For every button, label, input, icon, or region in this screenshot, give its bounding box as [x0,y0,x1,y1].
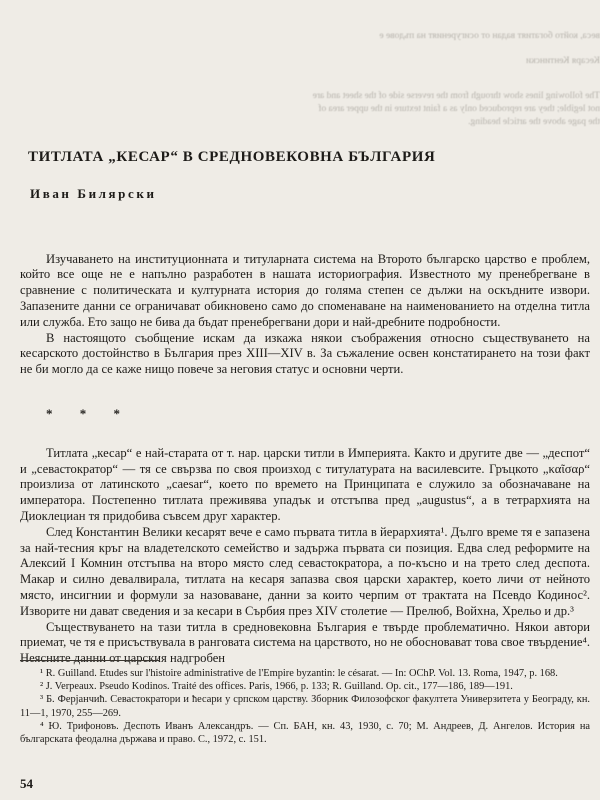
paragraph: В настоящото съобщение искам да изкажа някои съображения относно съществуването на кесарското достойнство в България през XIII—XIV в. За съжаление освен констатирането на този факт не би могло да се каже нищо повече за неговия статус и основни черти. [20,330,590,377]
bleed-line: not legible; they are reproduced only as a faint texture in the upper area of [318,104,600,114]
footnote-4: ⁴ Ю. Трифоновъ. Деспоть Иванъ Александръ. — Сп. БАН, кн. 43, 1930, с. 70; М. Андреев, Д. Ангелов. История на българската феодална държава и право. С., 1972, с. 151. [20,720,590,746]
introduction [20,252,590,378]
footnote-2: ² J. Verpeaux. Pseudo Kodinos. Traité des offices. Paris, 1966, p. 133; R. Guilland. Op. cit., 177—186, 189—191. [40,681,513,693]
footnote-1: ¹ R. Guilland. Etudes sur l'histoire administrative de l'Empire byzantin: le césarat. — In: OChP. Vol. 13. Roma, 1947, p. 168. [40,668,558,679]
bleed-through-text [0,0,600,140]
bleed-line: The following lines show through from the reverse side of the sheet and are [312,91,600,101]
footnotes [20,660,590,746]
bleed-line: веса, който богатият вадан от осигуреният на пъдове е [379,31,600,41]
bleed-line: the page above the article heading. [468,117,600,127]
footnote-divider [20,660,160,661]
paragraph: Изучаването на институционната и титуларната система на Второто българско царство е проблем, който все още не е напълно разработен в нашата историография. Известното му пренебрегване в сравнение с политическата и културната история до голяма степен се дължи на оскъдните извори. Запазените данни се ограничават обикновено само до споменаване на наименованието на отделна титла или служба. Ето защо не бива да бъдат пренебрегвани дори и най-дребните подробности. [20,251,590,329]
article [20,150,590,667]
page-number: 54 [20,776,33,791]
paragraph: Съществуването на тази титла в средновековна България е твърде проблематично. Някои автори приемат, че тя е присъствувала в ранговата система на царството, но не обосновават това свое твърдение⁴. Неясните данни от царския надгробен [20,619,590,666]
bleed-line: Кесаря Кентински [526,56,600,66]
paragraph: Титлата „кесар“ е най-старата от т. нар. царски титли в Империята. Както и другите две — „деспот“ и „севастократор“ — тя се свързва по своя произход с титулатурата на василевсите. Гръцкото „καῖσαρ“ произлиза от латинското „caesar“, което по времето на Принципата е служило за обозначаване на императора. Постепенно титлата преживява упадък и отстъпва пред „augustus“, а в тетрархията на Диоклециан тя придобива съвсем друг характер. [20,445,590,523]
main-body [20,446,590,667]
paragraph: След Константин Велики кесарят вече е само първата титла в йерархията¹. Дълго време тя е запазена за най-тесния кръг на владетелското семейство и задържа първата си позиция. Едва след реформите на Алексий I Комнин отстъпва на второ място след севастократора, а по-късно и на трето след деспота. Макар и силно девалвирала, титлата на кесаря запазва своя царски характер, което личи от нейното място, инсигнии и формули за назоваване, данни за които черпим от трактата на Псевдо Кодинос². Изворите ни дават сведения и за кесари в Сърбия през XIV столетие — Прелюб, Войхна, Хрельо и др.³ [20,524,590,618]
article-title: ТИТЛАТА „КЕСАР“ В СРЕДНОВЕКОВНА БЪЛГАРИЯ [28,149,436,165]
footnote-3: ³ Б. Ферјанчиħ. Севастократори и ħесари у српском царству. Зборник Филозофског факултета Универзитета у Београду, кн. 11—1, 1970, 255—269. [20,694,590,719]
section-separator: * * * [46,405,132,421]
article-author: Иван Билярски [30,185,157,201]
